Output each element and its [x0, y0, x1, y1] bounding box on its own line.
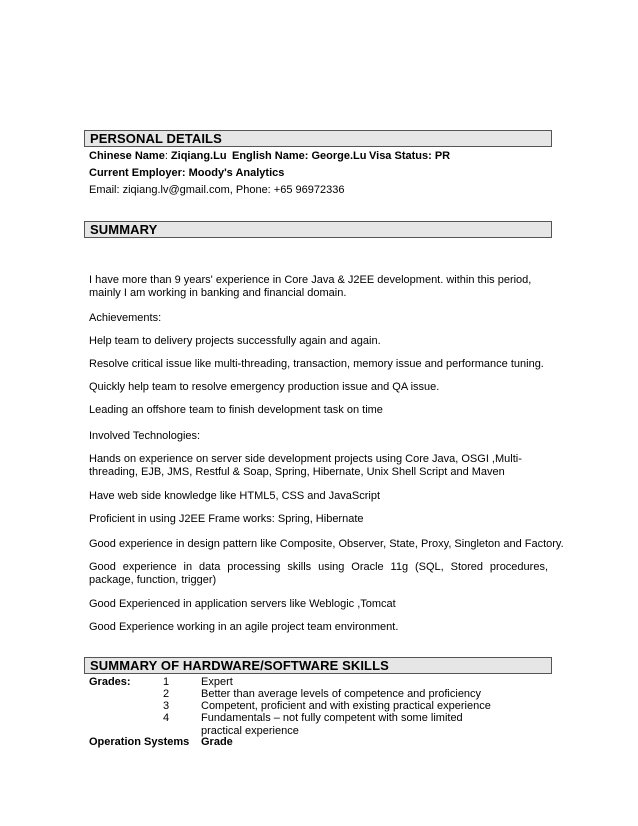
technology-item: Good Experienced in application servers like Weblogic ,Tomcat [89, 598, 396, 610]
chinese-name: Ziqiang.Lu [167, 150, 227, 162]
skills-heading: SUMMARY OF HARDWARE/SOFTWARE SKILLS [90, 658, 389, 673]
summary-intro: I have more than 9 years' experience in Core Java & J2EE development. within this period, mainly I am working in banking and financial domain. [89, 274, 532, 299]
operation-systems-label: Operation Systems [89, 736, 190, 748]
grade-description: Expert [201, 676, 233, 688]
contact-line: Email: ziqiang.lv@gmail.com, Phone: +65 96972336 [89, 184, 345, 196]
technology-item: Good experience in design pattern like Composite, Observer, State, Proxy, Singleton and Factory. [89, 538, 564, 550]
grade-number: 4 [163, 712, 170, 724]
technology-item: Good Experience working in an agile project team environment. [89, 621, 399, 633]
summary-header [84, 221, 552, 238]
grade-description: Fundamentals – not fully competent with some limited practical experience [201, 712, 463, 737]
personal-details-heading: PERSONAL DETAILS [90, 131, 222, 146]
grade-number: 2 [163, 688, 170, 700]
achievement-item: Resolve critical issue like multi-threading, transaction, memory issue and performance tuning. [89, 358, 544, 370]
personal-details-header [84, 130, 552, 147]
chinese-name-label: Chinese Name [89, 150, 165, 162]
technology-item: Have web side knowledge like HTML5, CSS and JavaScript [89, 490, 381, 502]
achievement-item: Help team to delivery projects successfully again and again. [89, 335, 381, 347]
grade-description: Better than average levels of competence and proficiency [201, 688, 482, 700]
achievement-item: Quickly help team to resolve emergency production issue and QA issue. [89, 381, 440, 393]
grades-label: Grades: [89, 676, 131, 688]
grade-number: 1 [163, 676, 170, 688]
chinese-name-sep: : [164, 150, 168, 162]
achievement-item: Leading an offshore team to finish development task on time [89, 404, 383, 416]
technology-item: Hands on experience on server side development projects using Core Java, OSGI ,Multi-threading, EJB, JMS, Restful & Soap, Spring, Hibernate, Unix Shell Script and Maven [89, 453, 522, 478]
english-name: English Name: George.Lu [232, 150, 367, 162]
technologies-label: Involved Technologies: [89, 430, 201, 442]
summary-heading: SUMMARY [90, 222, 158, 237]
technology-item: Proficient in using J2EE Frame works: Spring, Hibernate [89, 513, 364, 525]
visa-status: Visa Status: PR [369, 150, 451, 162]
names-line [89, 150, 227, 163]
achievements-label: Achievements: [89, 312, 162, 324]
technology-item: Good experience in data processing skills using Oracle 11g (SQL, Stored procedures, package, function, trigger) [89, 561, 548, 586]
grade-column-label: Grade [201, 736, 233, 748]
current-employer: Current Employer: Moody's Analytics [89, 167, 285, 179]
skills-header [84, 657, 552, 674]
grade-number: 3 [163, 700, 170, 712]
grade-description: Competent, proficient and with existing practical experience [201, 700, 491, 712]
